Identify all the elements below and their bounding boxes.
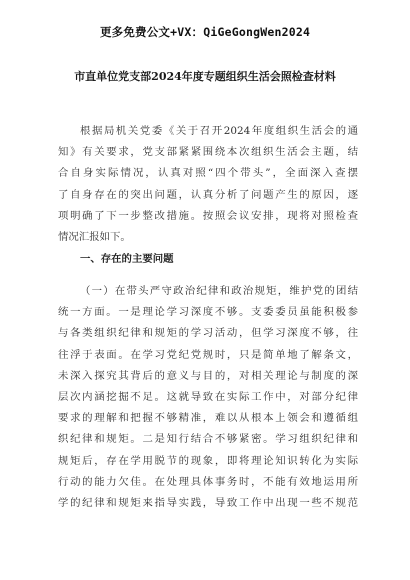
- paragraph-line: 了自身存在的突出问题，认真分析了问题产生的原因，逐: [58, 188, 358, 201]
- paragraph-line: 情况汇报如下。: [58, 230, 131, 243]
- section-heading: 一、存在的主要问题: [80, 253, 174, 265]
- intro-paragraph: [58, 121, 358, 248]
- paragraph-line: 层次内涵挖掘不足。这就导致在实际工作中，对部分纪律: [58, 390, 358, 403]
- paragraph-line: 知》有关要求，党支部紧紧围绕本次组织生活会主题，结: [58, 146, 358, 159]
- paragraph-line: 要求的理解和把握不够精准，难以从根本上领会和遵循组: [58, 412, 358, 425]
- paragraph-line: 项明确了下一步整改措施。按照会议安排，现将对照检查: [58, 209, 358, 222]
- paragraph-line: 统一方面。一是理论学习深度不够。支委委员虽能积极参: [58, 306, 358, 319]
- promo-banner: 更多免费公文+VX：QiGeGongWen2024: [99, 25, 311, 39]
- section-paragraph: [58, 281, 358, 514]
- document-title: 市直单位党支部2024年度专题组织生活会照检查材料: [74, 70, 336, 83]
- paragraph-line: 与各类组织纪律和规矩的学习活动，但学习深度不够，往: [58, 327, 358, 340]
- paragraph-line: 行动的能力欠佳。在处理具体事务时，不能有效地运用所: [58, 475, 358, 488]
- paragraph-line: 根据局机关党委《关于召开2024年度组织生活会的通: [80, 125, 358, 137]
- paragraph-line: （一）在带头严守政治纪律和政治规矩，维护党的团结: [80, 285, 358, 297]
- paragraph-line: 织纪律和规矩。二是知行结合不够紧密。学习组织纪律和: [58, 433, 358, 446]
- paragraph-line: 学的纪律和规矩来指导实践，导致工作中出现一些不规范: [58, 496, 358, 509]
- paragraph-line: 合自身实际情况，认真对照“四个带头”，全面深入查摆: [58, 167, 358, 180]
- paragraph-line: 未深入探究其背后的意义与目的，对相关理论与制度的深: [58, 369, 358, 382]
- paragraph-line: 规矩后，存在学用脱节的现象，即将理论知识转化为实际: [58, 454, 358, 467]
- paragraph-line: 往浮于表面。在学习党纪党规时，只是简单地了解条文，: [58, 348, 358, 361]
